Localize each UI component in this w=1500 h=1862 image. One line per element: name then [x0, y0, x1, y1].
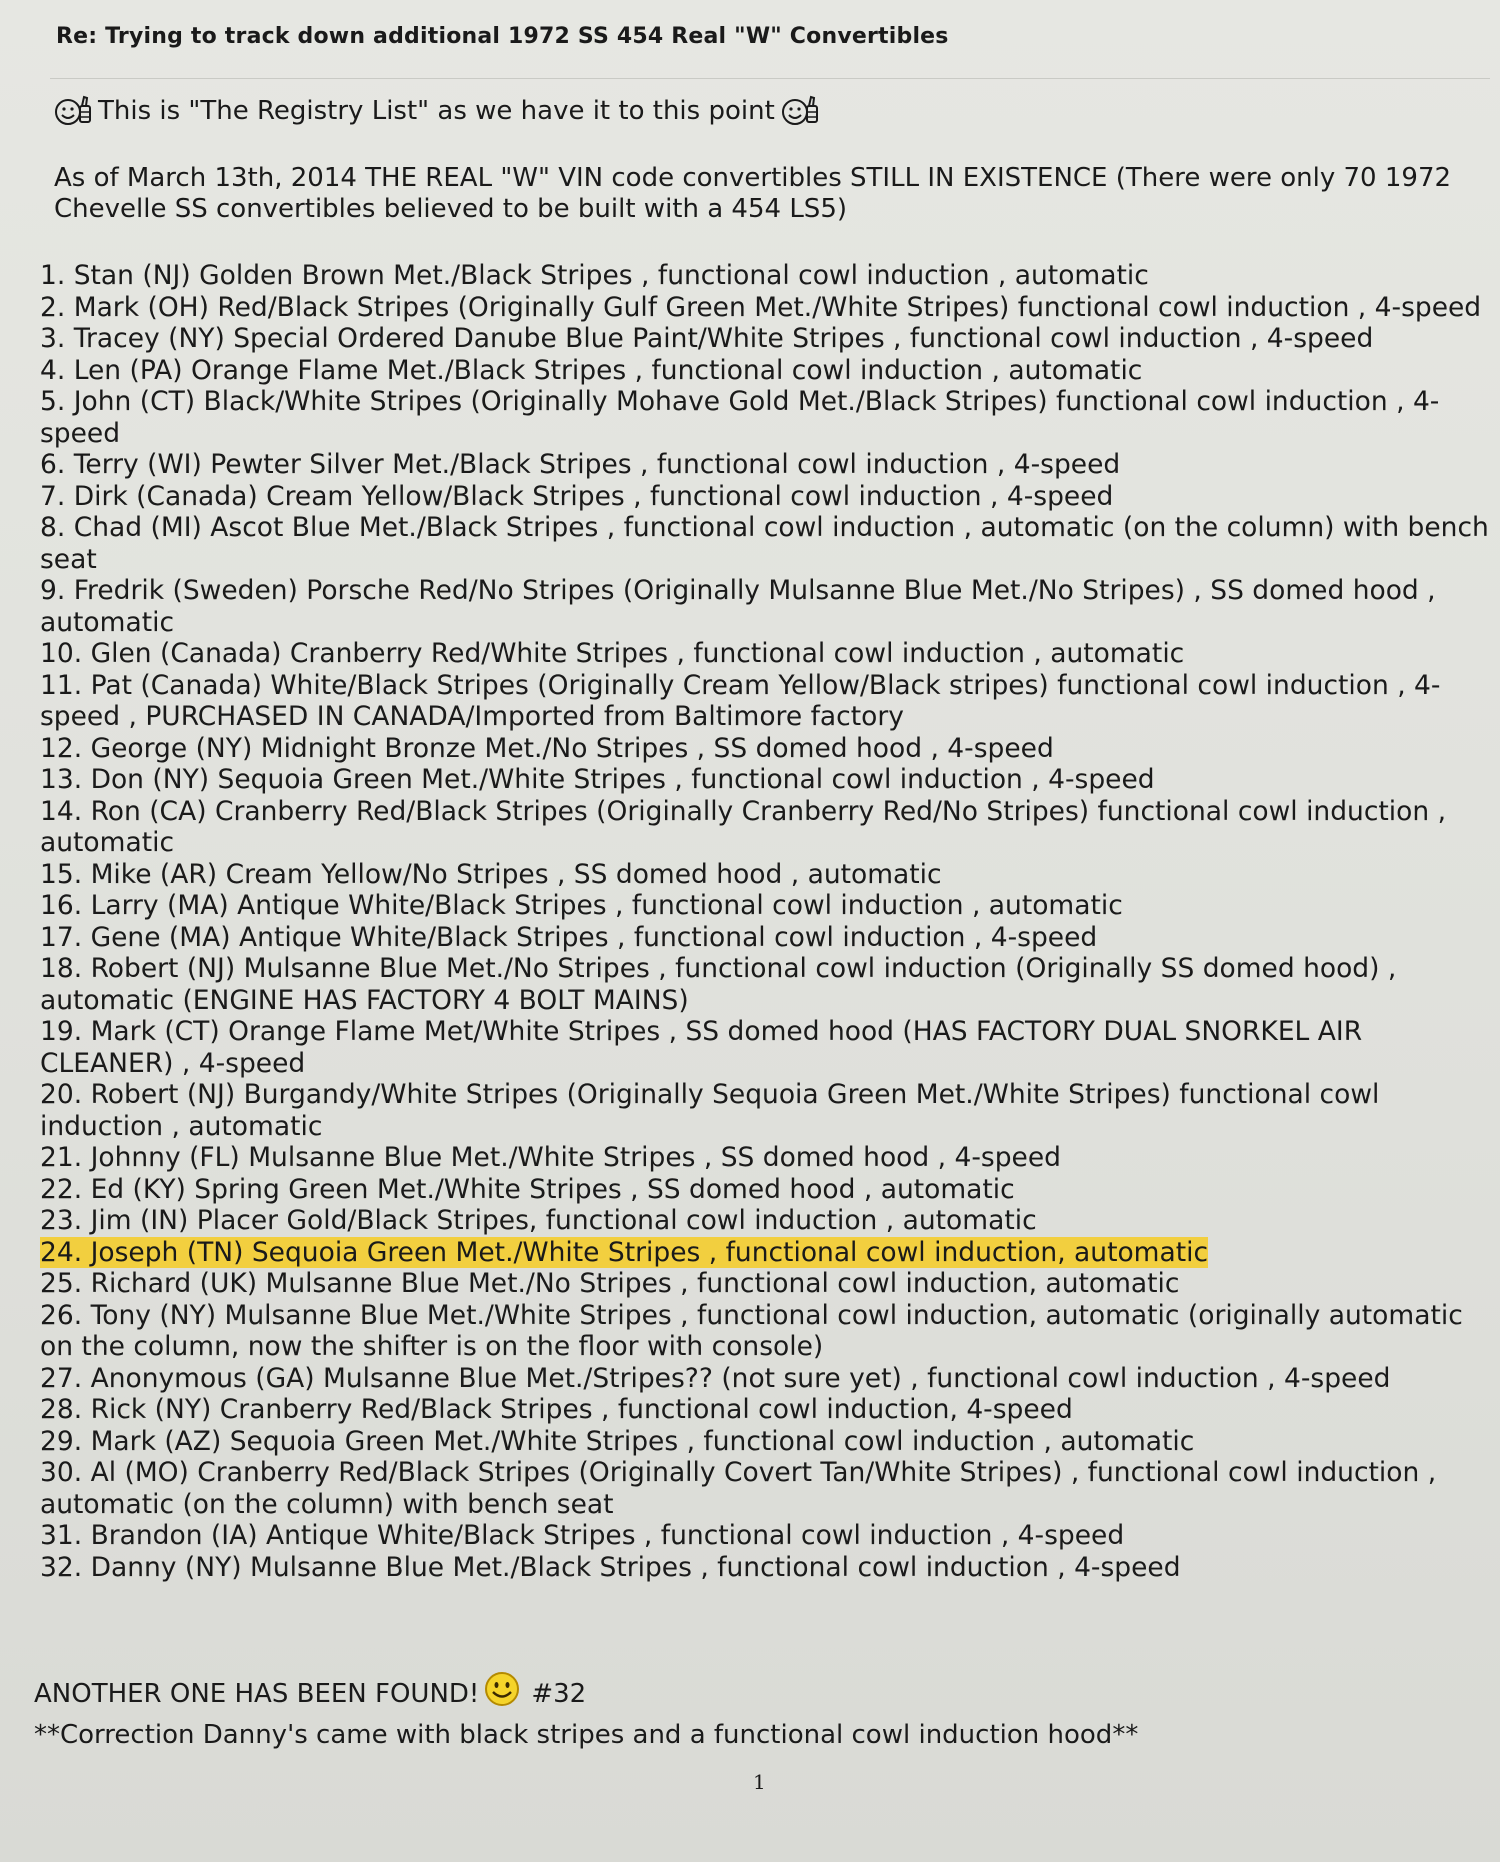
thumbs-up-smiley-icon	[54, 94, 94, 128]
list-item-text: 2. Mark (OH) Red/Black Stripes (Originally Gulf Green Met./White Stripes) functional cowl induction , 4-speed	[40, 291, 1482, 323]
list-item	[40, 1268, 1490, 1300]
list-item-text: 3. Tracey (NY) Special Ordered Danube Blue Paint/White Stripes , functional cowl induction , 4-speed	[40, 323, 1374, 354]
list-item-text: 16. Larry (MA) Antique White/Black Stripes , functional cowl induction , automatic	[40, 890, 1123, 921]
list-item-text: 21. Johnny (FL) Mulsanne Blue Met./White Stripes , SS domed hood , 4-speed	[40, 1142, 1061, 1173]
list-item-text: 28. Rick (NY) Cranberry Red/Black Stripes , functional cowl induction, 4-speed	[40, 1394, 1073, 1425]
correction-note: **Correction Danny's came with black stripes and a functional cowl induction hood**	[34, 1720, 1139, 1750]
intro-text: This is "The Registry List" as we have it to this point	[98, 96, 775, 126]
list-item-text: 32. Danny (NY) Mulsanne Blue Met./Black Stripes , functional cowl induction , 4-speed	[40, 1551, 1181, 1583]
list-item	[40, 670, 1490, 733]
list-item	[40, 355, 1490, 387]
list-item	[40, 1457, 1490, 1520]
registry-description: As of March 13th, 2014 THE REAL "W" VIN code convertibles STILL IN EXISTENCE (There were only 70 1972 Chevelle SS convertibles believed to be built with a 454 LS5)	[54, 163, 1452, 224]
found-text: ANOTHER ONE HAS BEEN FOUND!	[34, 1679, 480, 1709]
list-item	[40, 638, 1490, 670]
list-item-text: 18. Robert (NJ) Mulsanne Blue Met./No Stripes , functional cowl induction (Originally SS domed hood) , automatic (ENGINE HAS FACTORY 4 BOLT MAINS)	[40, 953, 1397, 1016]
list-item-text: 23. Jim (IN) Placer Gold/Black Stripes, functional cowl induction , automatic	[40, 1205, 1037, 1236]
list-item	[40, 323, 1490, 355]
list-item-text: 7. Dirk (Canada) Cream Yellow/Black Stripes , functional cowl induction , 4-speed	[40, 480, 1114, 512]
list-item-text: 27. Anonymous (GA) Mulsanne Blue Met./Stripes?? (not sure yet) , functional cowl induction , 4-speed	[40, 1362, 1391, 1394]
list-item-text: 9. Fredrik (Sweden) Porsche Red/No Stripes (Originally Mulsanne Blue Met./No Stripes) , SS domed hood , automatic	[40, 575, 1436, 638]
list-item-text: 24. Joseph (TN) Sequoia Green Met./White Stripes , functional cowl induction, automatic	[40, 1236, 1209, 1268]
list-item-text: 5. John (CT) Black/White Stripes (Originally Mohave Gold Met./Black Stripes) functional cowl induction , 4-speed	[40, 386, 1440, 449]
list-item	[40, 260, 1490, 292]
list-item-text: 15. Mike (AR) Cream Yellow/No Stripes , SS domed hood , automatic	[40, 858, 942, 890]
list-item-text: 31. Brandon (IA) Antique White/Black Stripes , functional cowl induction , 4-speed	[40, 1520, 1125, 1551]
list-item-text: 13. Don (NY) Sequoia Green Met./White Stripes , functional cowl induction , 4-speed	[40, 764, 1155, 795]
thumbs-up-smiley-icon	[781, 94, 821, 128]
list-item	[40, 764, 1490, 796]
list-item-text: 26. Tony (NY) Mulsanne Blue Met./White Stripes , functional cowl induction, automatic (originally automatic on the column, now the shifter is on the floor with console)	[40, 1299, 1463, 1362]
intro-line	[54, 94, 821, 128]
list-item	[40, 1300, 1490, 1363]
list-item	[40, 481, 1490, 513]
list-item	[40, 512, 1490, 575]
list-item-text: 6. Terry (WI) Pewter Silver Met./Black Stripes , functional cowl induction , 4-speed	[40, 449, 1121, 480]
list-item	[40, 1079, 1490, 1142]
list-item	[40, 890, 1490, 922]
list-item-text: 1. Stan (NJ) Golden Brown Met./Black Stripes , functional cowl induction , automatic	[40, 260, 1149, 291]
list-item	[40, 449, 1490, 481]
list-item	[40, 386, 1490, 449]
list-item	[40, 859, 1490, 891]
list-item	[40, 1426, 1490, 1458]
list-item-text: 30. Al (MO) Cranberry Red/Black Stripes (Originally Covert Tan/White Stripes) , functional cowl induction , automatic (on the column) with bench seat	[40, 1457, 1437, 1520]
list-item-text: 22. Ed (KY) Spring Green Met./White Stripes , SS domed hood , automatic	[40, 1173, 1015, 1205]
list-item	[40, 733, 1490, 765]
found-number: #32	[531, 1679, 587, 1709]
list-item	[40, 1016, 1490, 1079]
list-item	[40, 1520, 1490, 1552]
list-item	[40, 1142, 1490, 1174]
list-item	[40, 1363, 1490, 1395]
list-item-text: 12. George (NY) Midnight Bronze Met./No Stripes , SS domed hood , 4-speed	[40, 732, 1054, 764]
list-item-text: 8. Chad (MI) Ascot Blue Met./Black Stripes , functional cowl induction , automatic (on the column) with bench seat	[40, 512, 1489, 575]
list-item	[40, 1394, 1490, 1426]
found-line	[34, 1670, 586, 1718]
registry-list	[40, 260, 1490, 1583]
page-number: 1	[753, 1770, 766, 1794]
list-item	[40, 953, 1490, 1016]
list-item	[40, 1552, 1490, 1584]
list-item-text: 19. Mark (CT) Orange Flame Met/White Stripes , SS domed hood (HAS FACTORY DUAL SNORKEL AIR CLEANER) , 4-speed	[40, 1016, 1363, 1079]
list-item	[40, 292, 1490, 324]
list-item-text: 25. Richard (UK) Mulsanne Blue Met./No Stripes , functional cowl induction, automatic	[40, 1268, 1180, 1299]
page-title: Re: Trying to track down additional 1972 SS 454 Real "W" Convertibles	[56, 24, 949, 49]
list-item	[40, 1237, 1490, 1269]
list-item-text: 4. Len (PA) Orange Flame Met./Black Stripes , functional cowl induction , automatic	[40, 354, 1143, 386]
list-item-text: 14. Ron (CA) Cranberry Red/Black Stripes (Originally Cranberry Red/No Stripes) functional cowl induction , automatic	[40, 795, 1447, 858]
list-item	[40, 1174, 1490, 1206]
list-item	[40, 922, 1490, 954]
list-item-text: 17. Gene (MA) Antique White/Black Stripes , functional cowl induction , 4-speed	[40, 921, 1098, 953]
divider	[50, 78, 1490, 79]
list-item-text: 11. Pat (Canada) White/Black Stripes (Originally Cream Yellow/Black stripes) functional cowl induction , 4-speed , PURCHASED IN CANADA/Imported from Baltimore factory	[40, 669, 1441, 732]
list-item	[40, 796, 1490, 859]
list-item-text: 10. Glen (Canada) Cranberry Red/White Stripes , functional cowl induction , automatic	[40, 638, 1185, 669]
list-item-text: 29. Mark (AZ) Sequoia Green Met./White Stripes , functional cowl induction , automatic	[40, 1425, 1195, 1457]
list-item	[40, 1205, 1490, 1237]
list-item-text: 20. Robert (NJ) Burgandy/White Stripes (Originally Sequoia Green Met./White Stripes) functional cowl induction , automatic	[40, 1079, 1380, 1142]
list-item	[40, 575, 1490, 638]
smiley-icon	[483, 1670, 521, 1708]
